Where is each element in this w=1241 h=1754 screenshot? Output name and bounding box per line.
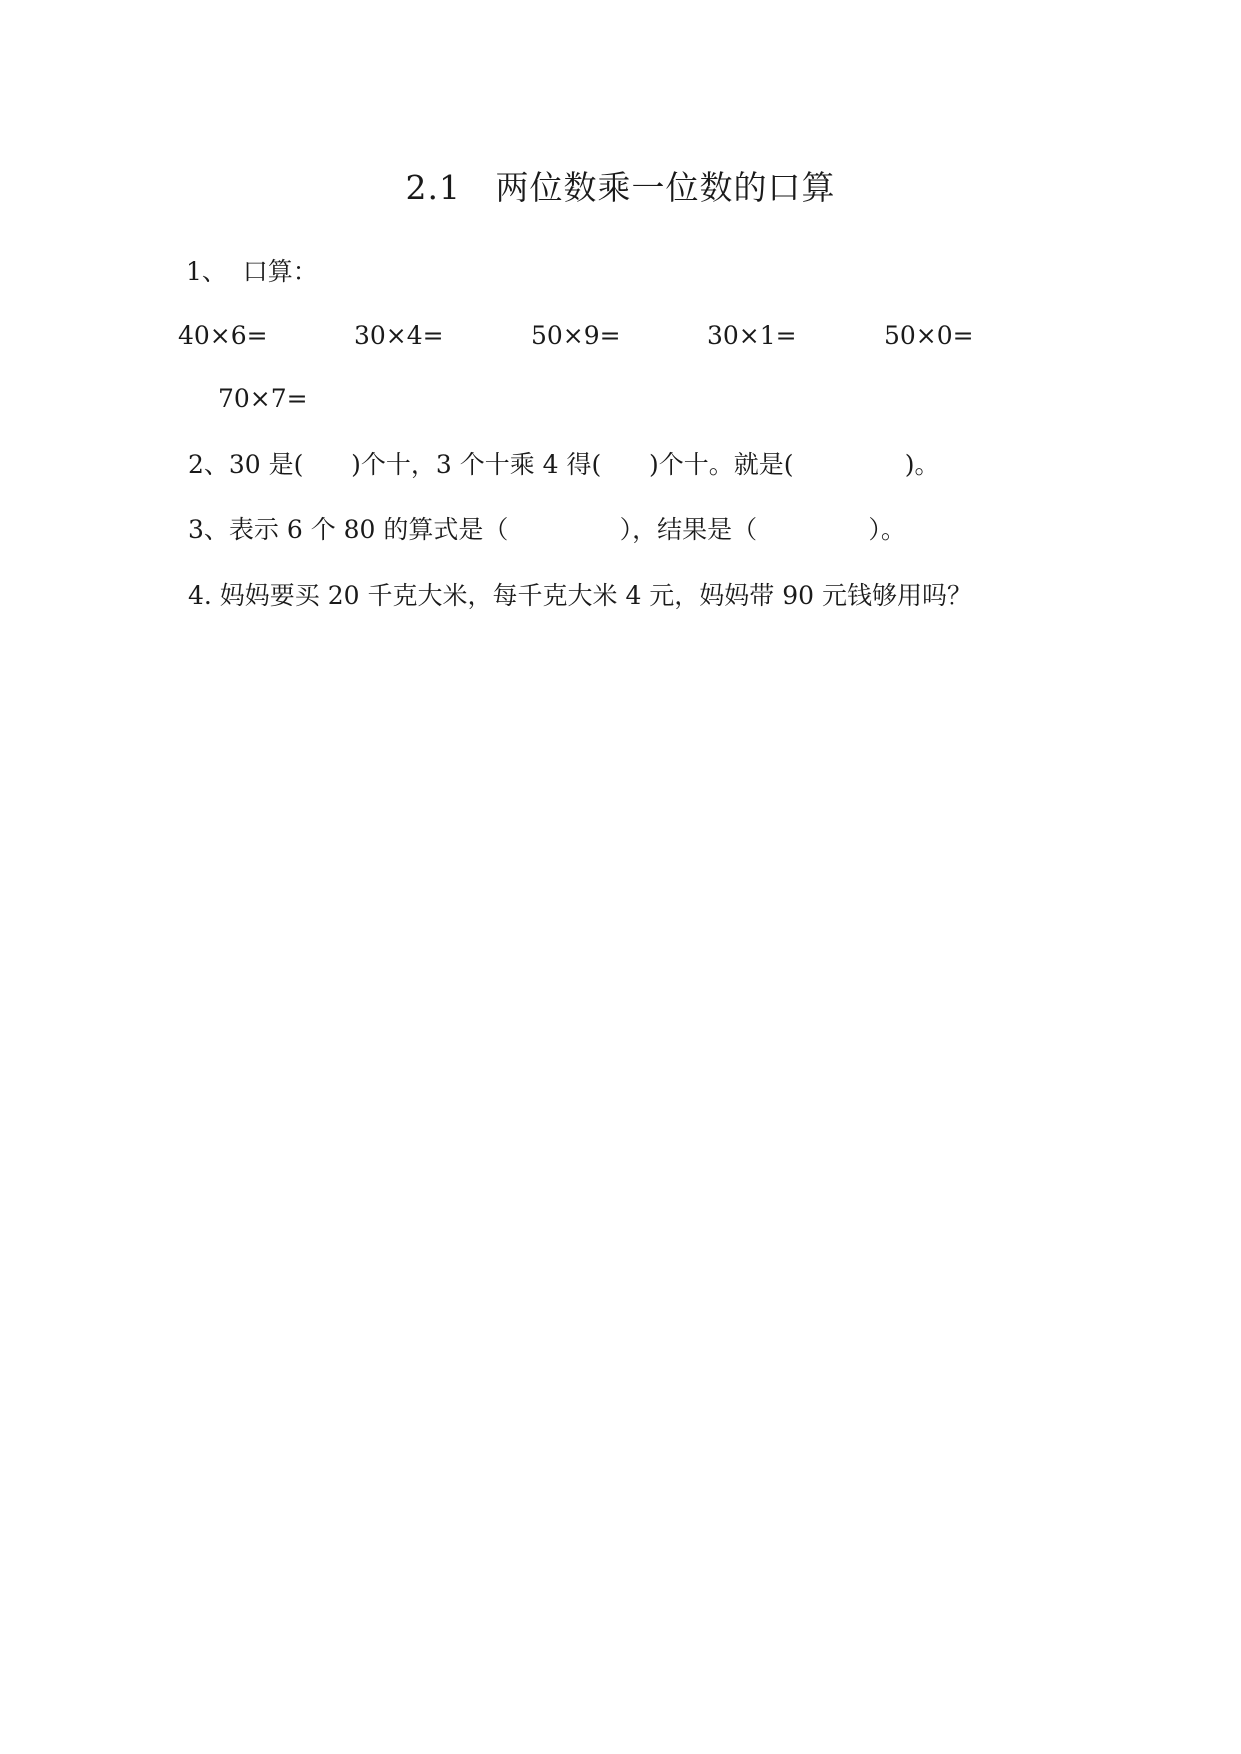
question-1-expressions: [178, 319, 1078, 353]
expression-item: 30×4=: [354, 321, 444, 350]
question-4: 4. 妈妈要买 20 千克大米，每千克大米 4 元，妈妈带 90 元钱够用吗？: [188, 581, 973, 610]
page-title: 2.1 两位数乘一位数的口算: [405, 168, 836, 207]
expression-item: 70×7=: [218, 384, 308, 413]
expression-item: 50×9=: [531, 321, 621, 350]
question-2: 2、30 是( )个十，3 个十乘 4 得( )个十。就是( )。: [188, 450, 940, 479]
question-1-label: 1、 口算：: [186, 257, 318, 286]
expression-item: 30×1=: [707, 321, 797, 350]
expression-item: 50×0=: [884, 321, 974, 350]
question-3: 3、表示 6 个 80 的算式是（ ），结果是（ ）。: [188, 515, 906, 544]
expression-item: 40×6=: [178, 321, 268, 350]
